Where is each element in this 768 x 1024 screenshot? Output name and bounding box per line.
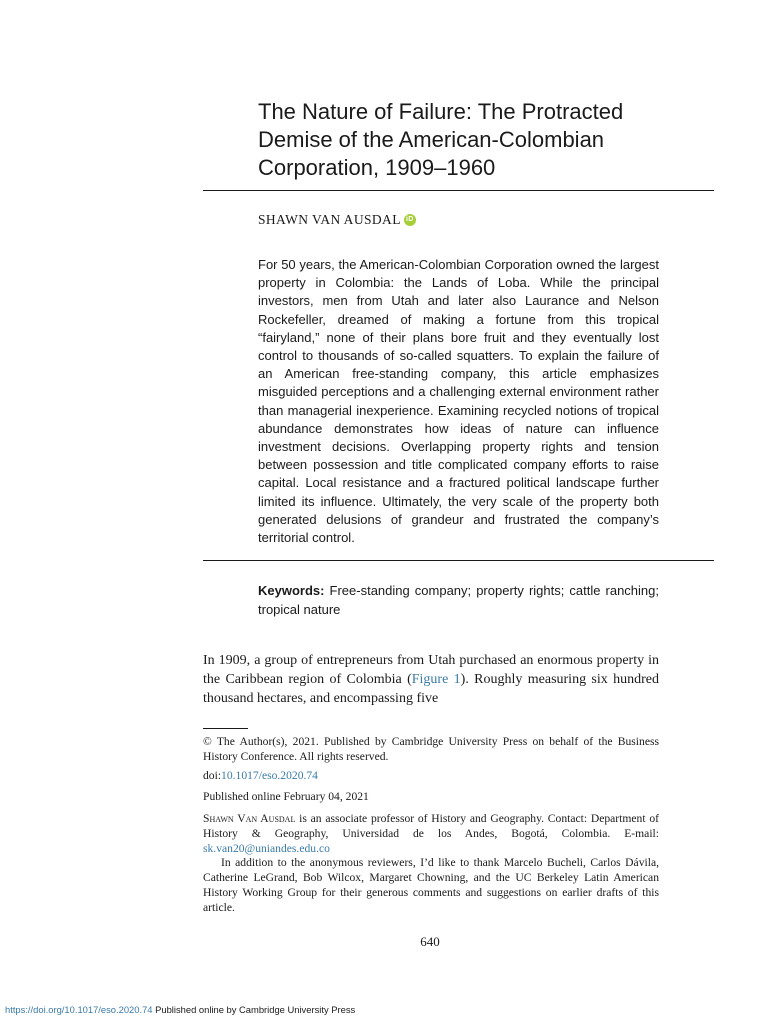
author-bio-name: Shawn Van Ausdal [203, 812, 296, 825]
footnote-rule [203, 728, 248, 729]
abstract-divider [203, 560, 714, 561]
keywords-text: Free-standing company; property rights; cattle ranching; tropical nature [258, 583, 659, 617]
keywords-label: Keywords: [258, 583, 325, 598]
title-divider [203, 190, 714, 191]
author-email-link[interactable]: sk.van20@uniandes.edu.co [203, 842, 330, 855]
article-title: The Nature of Failure: The Protracted Demise of the American-Colombian Corporation, 1909–1960 [258, 99, 624, 180]
copyright-notice: © The Author(s), 2021. Published by Cambridge University Press on behalf of the Business History Conference. All rights reserved. [203, 735, 659, 763]
page-number-wrap [0, 934, 768, 950]
body-text-end: ). Roughly measuring six hundred thousand hectares, and encompassing five [203, 672, 660, 706]
figure-1-link[interactable]: Figure 1 [411, 672, 461, 687]
author-name: SHAWN VAN AUSDAL [258, 212, 401, 227]
page-number: 640 [420, 934, 440, 949]
footer-text: Published online by Cambridge University Press [152, 1004, 356, 1015]
author-bio-text: is an associate professor of History and Geography. Contact: Department of History & Geography, Universidad de los Andes, Bogotá, Colombia. E-mail: [203, 812, 660, 840]
orcid-icon[interactable]: iD [404, 214, 416, 226]
acknowledgments: In addition to the anonymous reviewers, I’d like to thank Marcelo Bucheli, Carlos Dávila, Catherine LeGrand, Bob Wilcox, Margaret Chowning, and the UC Berkeley Latin American History Working Group for their generous comments and suggestions on earlier drafts of this article. [203, 856, 659, 914]
page-footer [5, 1004, 355, 1015]
body-text-start: In 1909, a group of entrepreneurs from Utah purchased an enormous property in the Caribbean region of Colombia ( [203, 653, 659, 687]
keywords [258, 581, 659, 619]
doi-label: doi: [203, 769, 222, 782]
author-line [258, 212, 416, 228]
footer-doi-link[interactable]: https://doi.org/10.1017/eso.2020.74 [5, 1004, 153, 1015]
author-bio [203, 811, 659, 856]
body-paragraph [203, 651, 659, 708]
doi-line [203, 768, 659, 783]
doi-link[interactable]: 10.1017/eso.2020.74 [221, 769, 318, 782]
published-date: Published online February 04, 2021 [203, 790, 369, 803]
abstract: For 50 years, the American-Colombian Corporation owned the largest property in Colombia: the Lands of Loba. While the principal investors, men from Utah and later also Laurance and Nelson Rockefeller, dreamed of making a fortune from this tropical “fairyland,” none of their plans bore fruit and they eventually lost control to thousands of so-called squatters. To explain the failure of an American free-standing company, this article emphasizes misguided perceptions and a challenging external environment rather than managerial inexperience. Examining recycled notions of tropical abundance demonstrates how ideas of nature can influence investment decisions. Overlapping property rights and tension between possession and title complicated company efforts to raise capital. Local resistance and a fractured political landscape further limited its influence. Ultimately, the very scale of the property both generated delusions of grandeur and frustrated the company’s territorial control. [258, 257, 659, 546]
